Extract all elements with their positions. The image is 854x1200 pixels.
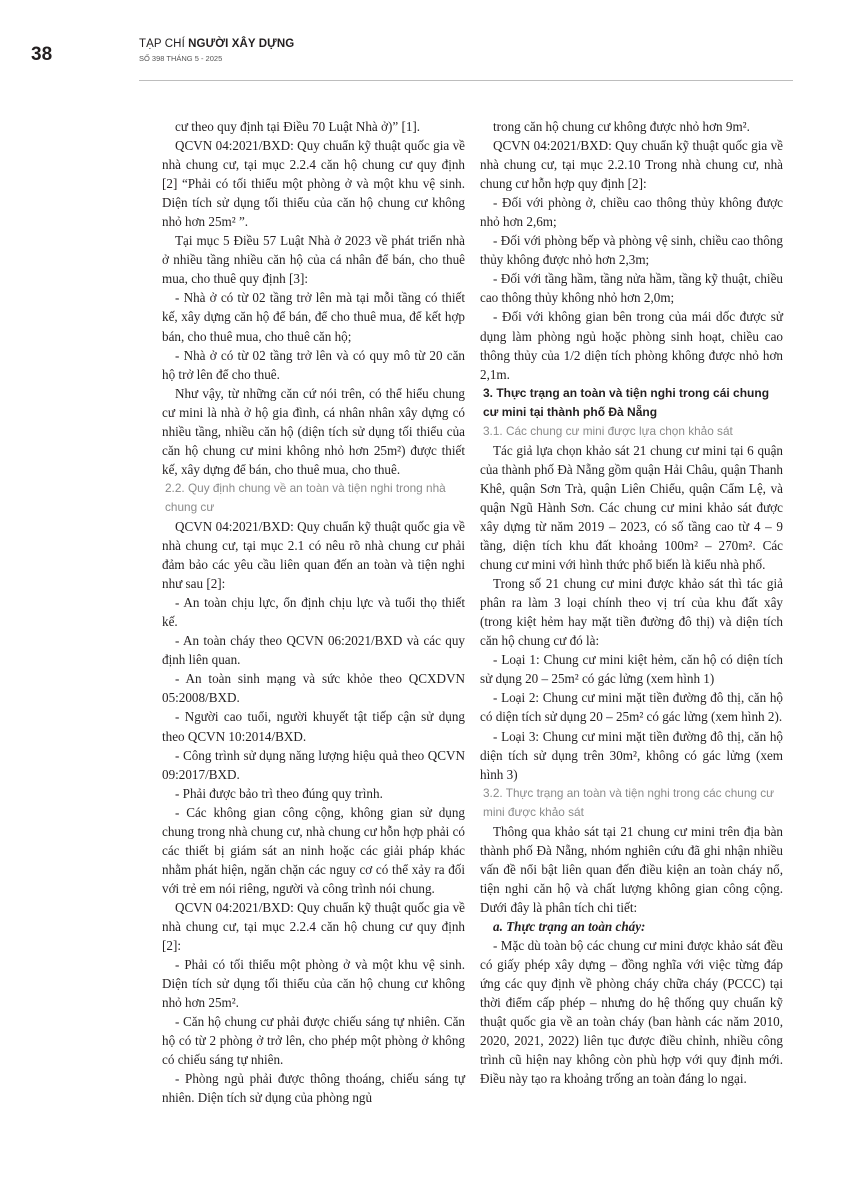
paragraph: - Đối với tầng hầm, tầng nửa hầm, tầng kỹ thuật, chiều cao thông thủy không nhỏ hơn 2,0m; <box>480 271 783 306</box>
paragraph: - An toàn cháy theo QCVN 06:2021/BXD và các quy định liên quan. <box>162 633 465 668</box>
paragraph: - Căn hộ chung cư phải được chiếu sáng tự nhiên. Căn hộ có từ 2 phòng ở trở lên, cho phép một phòng ở không có chiếu sáng tự nhiên. <box>162 1014 465 1068</box>
subsection-heading: 3.2. Thực trạng an toàn và tiện nghi trong các chung cư mini được khảo sát <box>483 785 775 819</box>
paragraph: Tác giả lựa chọn khảo sát 21 chung cư mini tại 6 quận của thành phố Đà Nẵng gồm quận Hải Châu, quận Thanh Khê, quận Sơn Trà, quận Liên Chiểu, quận Cẩm Lệ, và quận Ngũ Hành Sơn. Các chung cư mini khảo sát được xây dựng từ năm 2019 – 2023, có số tầng cao từ 4 – 9 tầng, diện tích khu đất khoảng 100m² – 270m². Các chung cư mini với hình thức phổ biến là kiểu nhà phố. <box>480 442 783 573</box>
paragraph: - Đối với không gian bên trong của mái dốc được sử dụng làm phòng ngủ hoặc phòng sinh hoạt, chiều cao thông thủy của 1/2 diện tích phòng không được nhỏ hơn 2,1m. <box>480 309 783 382</box>
paragraph: QCVN 04:2021/BXD: Quy chuẩn kỹ thuật quốc gia về nhà chung cư, tại mục 2.2.10 Trong nhà chung cư, nhà chung cư hỗn hợp quy định [2]: <box>480 138 783 192</box>
paragraph: - Loại 1: Chung cư mini kiệt hẻm, căn hộ có diện tích sử dụng 20 – 25m² có gác lửng (xem hình 1) <box>480 652 783 687</box>
paragraph: Thông qua khảo sát tại 21 chung cư mini trên địa bàn thành phố Đà Nẵng, nhóm nghiên cứu đã ghi nhận nhiều vấn đề nổi bật liên quan đến điều kiện an toàn cháy nổ, tiện nghi căn hộ và chất lượng không gian công cộng. Dưới đây là phân tích chi tiết: <box>480 823 783 915</box>
paragraph: Tại mục 5 Điều 57 Luật Nhà ở 2023 về phát triển nhà ở nhiều tầng nhiều căn hộ của cá nhân để bán, cho thuê mua, cho thuê quy định [3]: <box>162 233 465 287</box>
subsection-heading: 2.2. Quy định chung về an toàn và tiện nghi trong nhà chung cư <box>165 480 446 514</box>
paragraph: - Đối với phòng bếp và phòng vệ sinh, chiều cao thông thủy không được nhỏ hơn 2,3m; <box>480 233 783 268</box>
paragraph: - An toàn sinh mạng và sức khỏe theo QCXDVN 05:2008/BXD. <box>162 671 465 706</box>
paragraph: - Nhà ở có từ 02 tầng trở lên mà tại mỗi tầng có thiết kế, xây dựng căn hộ để bán, để cho thuê mua, để kết hợp bán, cho thuê mua, cho thuê căn hộ; <box>162 290 465 344</box>
left-column <box>162 117 465 1107</box>
paragraph: - Các không gian công cộng, không gian sử dụng chung trong nhà chung cư, nhà chung cư hỗn hợp phải có các thiết bị giám sát an ninh hoặc các giải pháp khác nhằm phát hiện, ngăn chặn các nguy cơ có thể xảy ra đối với trẻ em nói riêng, người và công trình nói chung. <box>162 804 465 896</box>
paragraph: Như vậy, từ những căn cứ nói trên, có thể hiểu chung cư mini là nhà ở hộ gia đình, cá nhân nhân xây dựng có nhiều tầng, nhiều căn hộ (diện tích sử dụng tối thiểu của căn hộ chung cư mini không nhỏ hơn 25m²) được thiết kế, xây dựng để bán, cho thuê mua, cho thuê. <box>162 385 465 477</box>
paragraph: - Nhà ở có từ 02 tầng trở lên và có quy mô từ 20 căn hộ trở lên để cho thuê. <box>162 347 465 382</box>
paragraph: cư theo quy định tại Điều 70 Luật Nhà ở)” [1]. <box>175 119 421 134</box>
paragraph: - An toàn chịu lực, ổn định chịu lực và tuổi thọ thiết kế. <box>162 595 465 630</box>
page-header <box>0 0 854 80</box>
paragraph: - Phải được bảo trì theo đúng quy trình. <box>175 785 383 801</box>
paragraph: - Mặc dù toàn bộ các chung cư mini được khảo sát đều có giấy phép xây dựng – đồng nghĩa với việc từng đáp ứng các quy định về phòng cháy chữa cháy (PCCC) tại thời điểm cấp phép – nhưng do hệ thống quy chuẩn kỹ thuật quốc gia về an toàn cháy (ban hành các năm 2010, 2020, 2021, 2022) liên tục được điều chỉnh, nhiều công trình cũ hiện nay không còn phù hợp với quy định mới. Điều này tạo ra khoảng trống an toàn đáng lo ngại. <box>480 938 783 1087</box>
subsection-heading: 3.1. Các chung cư mini được lựa chọn khảo sát <box>483 423 733 438</box>
section-heading: 3. Thực trạng an toàn và tiện nghi trong cái chung cư mini tại thành phố Đà Nẵng <box>483 385 770 419</box>
paragraph: QCVN 04:2021/BXD: Quy chuẩn kỹ thuật quốc gia về nhà chung cư, tại mục 2.2.4 căn hộ chung cư quy định [2] “Phải có tối thiểu một phòng ở và một khu vệ sinh. Diện tích sử dụng tối thiểu của căn hộ chung cư không nhỏ hơn 25m² ”. <box>162 138 465 230</box>
paragraph: - Phòng ngủ phải được thông thoáng, chiếu sáng tự nhiên. Diện tích sử dụng của phòng ngủ <box>162 1071 465 1106</box>
right-column <box>480 117 783 1088</box>
paragraph: - Loại 3: Chung cư mini mặt tiền đường đô thị, căn hộ diện tích sử dụng trên 30m², không có gác lửng (xem hình 3) <box>480 728 783 782</box>
magazine-name: NGƯỜI XÂY DỰNG <box>188 38 295 50</box>
paragraph: - Loại 2: Chung cư mini mặt tiền đường đô thị, căn hộ có diện tích sử dụng 20 – 25m² có gác lửng (xem hình 2). <box>480 690 783 725</box>
paragraph: trong căn hộ chung cư không được nhỏ hơn 9m². <box>493 119 750 134</box>
paragraph: - Người cao tuổi, người khuyết tật tiếp cận sử dụng theo QCVN 10:2014/BXD. <box>162 709 465 744</box>
paragraph: - Đối với phòng ở, chiều cao thông thủy không được nhỏ hơn 2,6m; <box>480 195 783 230</box>
paragraph: - Phải có tối thiểu một phòng ở và một khu vệ sinh. Diện tích sử dụng tối thiểu của căn hộ chung cư không nhỏ hơn 25m². <box>162 957 465 1011</box>
magazine-prefix: TẠP CHÍ <box>139 38 189 50</box>
magazine-title <box>139 38 294 50</box>
paragraph: Trong số 21 chung cư mini được khảo sát thì tác giả phân ra làm 3 loại chính theo vị trí của khu đất xây (trong kiệt hẻm hay mặt tiền đường đô thị) và diện tích căn hộ chung cư đó là: <box>480 576 783 649</box>
paragraph: QCVN 04:2021/BXD: Quy chuẩn kỹ thuật quốc gia về nhà chung cư, tại mục 2.1 có nêu rõ nhà chung cư phải đảm bảo các yêu cầu liên quan đến an toàn và tiện nghi như sau [2]: <box>162 518 465 592</box>
italic-heading: a. Thực trạng an toàn cháy: <box>493 918 646 934</box>
paragraph: QCVN 04:2021/BXD: Quy chuẩn kỹ thuật quốc gia về nhà chung cư, tại mục 2.2.4 căn hộ chung cư quy định [2]: <box>162 899 465 954</box>
issue-info: SỐ 398 THÁNG 5 - 2025 <box>139 54 223 63</box>
header-rule <box>139 80 793 81</box>
page-number: 38 <box>31 44 53 65</box>
paragraph: - Công trình sử dụng năng lượng hiệu quả theo QCVN 09:2017/BXD. <box>162 747 465 782</box>
